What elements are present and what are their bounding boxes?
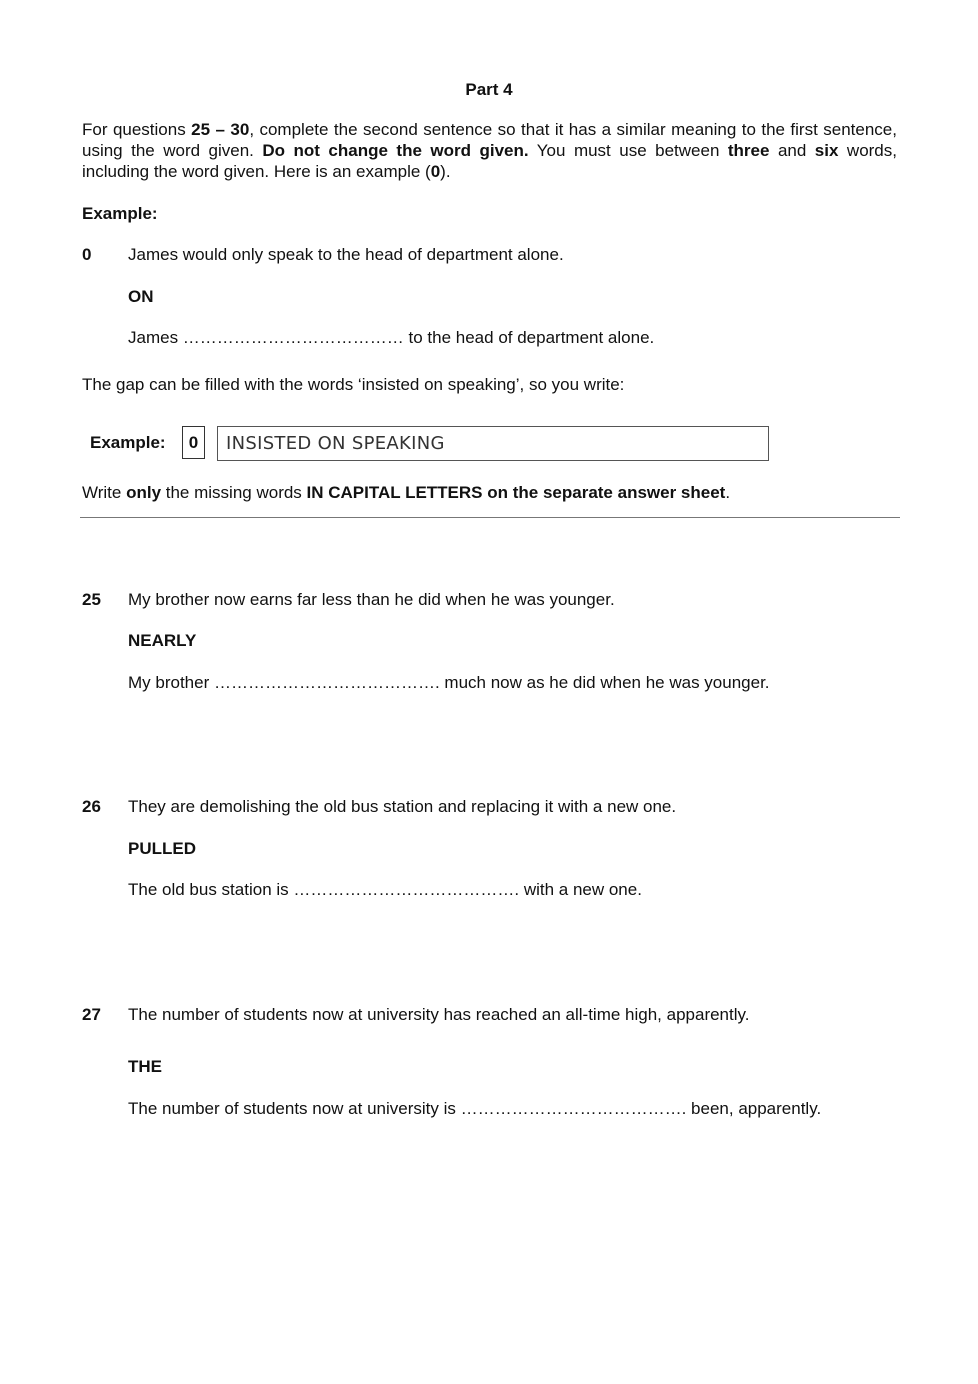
question-keyword: NEARLY <box>128 631 197 650</box>
example-box-label: Example: <box>90 433 166 452</box>
example-keyword: ON <box>128 287 154 306</box>
example-gapped-sentence: James ………………………………… to the head of department alone. <box>128 328 655 347</box>
question-keyword: PULLED <box>128 839 196 858</box>
question-number: 27 <box>82 1005 101 1024</box>
question-number: 26 <box>82 797 101 816</box>
example-explanation: The gap can be filled with the words ‘insisted on speaking’, so you write: <box>82 375 625 394</box>
write-instruction: Write only the missing words IN CAPITAL LETTERS on the separate answer sheet. <box>82 483 731 502</box>
section-divider <box>80 517 900 518</box>
example-box-number: 0 <box>182 426 205 459</box>
question-number: 25 <box>82 590 101 609</box>
question-sentence: My brother now earns far less than he did when he was younger. <box>128 590 615 609</box>
question-gapped-sentence: The old bus station is …………………………………. with a new one. <box>128 880 642 899</box>
example-heading: Example: <box>82 204 158 223</box>
question-gapped-sentence: My brother …………………………………. much now as he did when he was younger. <box>128 673 770 692</box>
question-sentence: They are demolishing the old bus station and replacing it with a new one. <box>128 797 677 816</box>
example-sentence: James would only speak to the head of department alone. <box>128 245 564 264</box>
page-title: Part 4 <box>465 80 513 99</box>
question-keyword: THE <box>128 1057 162 1076</box>
question-gapped-sentence: The number of students now at university is …………………………………. been, apparently. <box>128 1099 822 1118</box>
instructions-paragraph: For questions 25 – 30, complete the second sentence so that it has a similar meaning to the first sentence, using the word given. Do not change the word given. You must use between three and six words, including the word given. Here is an example (0). <box>82 120 897 181</box>
example-number: 0 <box>82 245 92 264</box>
question-sentence: The number of students now at university has reached an all-time high, apparently. <box>128 1005 750 1024</box>
example-answer-box: INSISTED ON SPEAKING <box>217 426 769 461</box>
